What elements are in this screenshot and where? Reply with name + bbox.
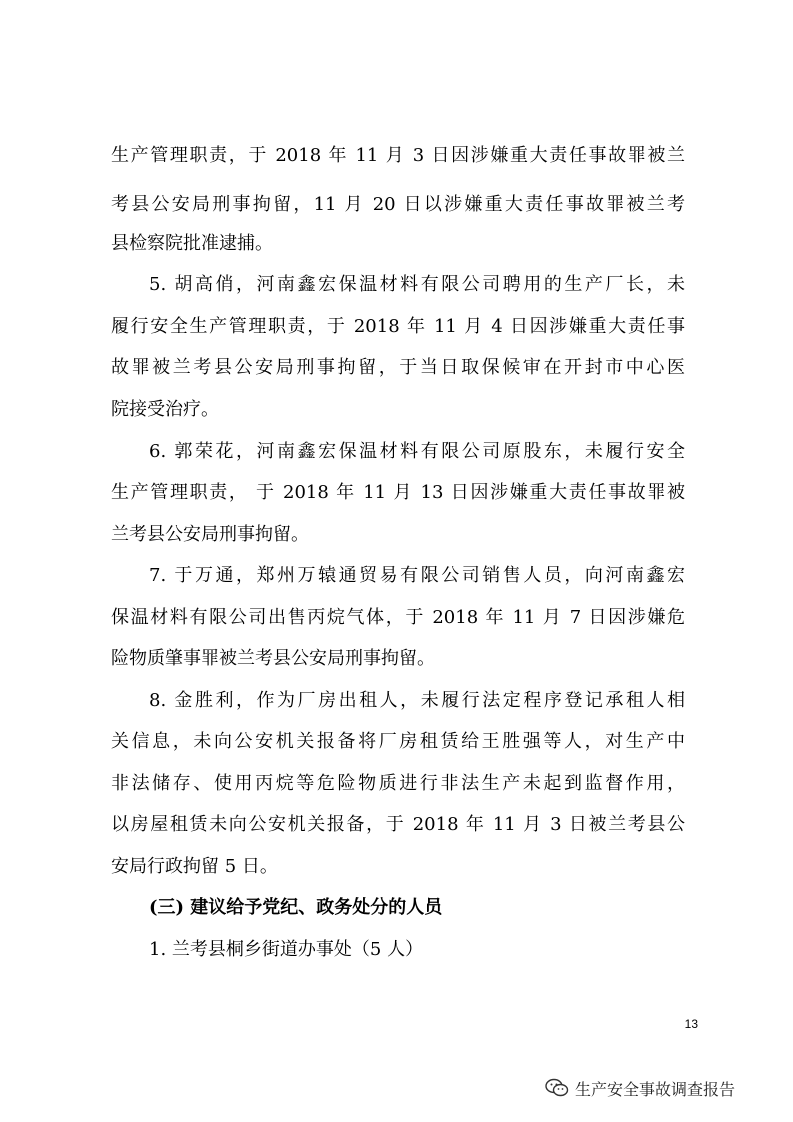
text-line: 1. 兰考县桐乡街道办事处（5 人） bbox=[149, 939, 424, 960]
text-line: 5. 胡高俏，河南鑫宏保温材料有限公司聘用的生产厂长，未 bbox=[149, 274, 685, 295]
text-line: 兰考县公安局刑事拘留。 bbox=[111, 524, 309, 545]
text-line: 故罪被兰考县公安局刑事拘留，于当日取保候审在开封市中心医 bbox=[111, 357, 685, 378]
text-line: 关信息，未向公安机关报备将厂房租赁给王胜强等人，对生产中 bbox=[111, 731, 685, 752]
text-line: 考县公安局刑事拘留，11 月 20 日以涉嫌重大责任事故罪被兰考 bbox=[111, 194, 685, 215]
text-line: 以房屋租赁未向公安机关报备，于 2018 年 11 月 3 日被兰考县公 bbox=[111, 814, 685, 835]
text-line: 县检察院批准逮捕。 bbox=[111, 233, 273, 254]
text-line: 非法储存、使用丙烷等危险物质进行非法生产未起到监督作用， bbox=[111, 773, 685, 794]
text-line: 8. 金胜利，作为厂房出租人，未履行法定程序登记承租人相 bbox=[149, 690, 685, 711]
text-line: 6. 郭荣花，河南鑫宏保温材料有限公司原股东，未履行安全 bbox=[149, 441, 685, 462]
page-number: 13 bbox=[684, 1017, 698, 1031]
source-watermark bbox=[545, 1075, 735, 1101]
text-line: 生产管理职责， 于 2018 年 11 月 13 日因涉嫌重大责任事故罪被 bbox=[111, 482, 685, 503]
section-heading: (三) 建议给予党纪、政务处分的人员 bbox=[149, 897, 443, 918]
wechat-icon bbox=[545, 1078, 569, 1098]
text-line: 保温材料有限公司出售丙烷气体，于 2018 年 11 月 7 日因涉嫌危 bbox=[111, 607, 685, 628]
text-line: 险物质肇事罪被兰考县公安局刑事拘留。 bbox=[111, 648, 435, 669]
text-line: 履行安全生产管理职责，于 2018 年 11 月 4 日因涉嫌重大责任事 bbox=[111, 316, 685, 337]
text-line: 安局行政拘留 5 日。 bbox=[111, 856, 278, 877]
text-line: 7. 于万通，郑州万辕通贸易有限公司销售人员，向河南鑫宏 bbox=[149, 565, 685, 586]
source-label: 生产安全事故调查报告 bbox=[575, 1079, 736, 1099]
text-line: 院接受治疗。 bbox=[111, 399, 219, 420]
text-line: 生产管理职责，于 2018 年 11 月 3 日因涉嫌重大责任事故罪被兰 bbox=[111, 145, 685, 166]
